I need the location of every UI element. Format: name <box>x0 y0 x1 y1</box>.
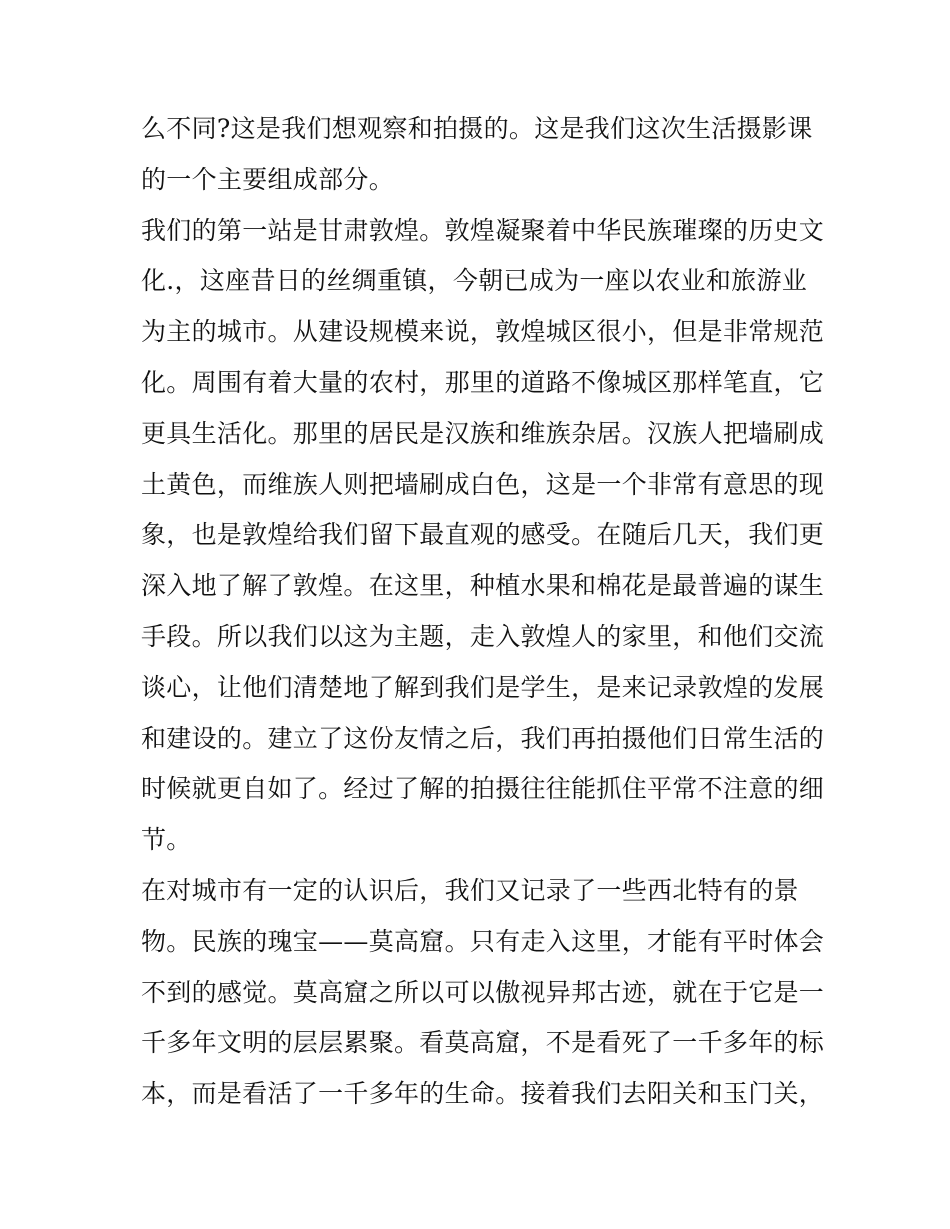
text-line: 时候就更自如了。经过了解的拍摄往往能抓住平常不注意的细 <box>141 774 825 804</box>
text-line: 手段。所以我们以这为主题，走入敦煌人的家里，和他们交流 <box>141 621 825 651</box>
text-line: 我们的第一站是甘肃敦煌。敦煌凝聚着中华民族璀璨的历史文 <box>141 215 825 245</box>
text-line: 深入地了解了敦煌。在这里，种植水果和棉花是最普遍的谋生 <box>141 571 825 601</box>
text-line: 为主的城市。从建设规模来说，敦煌城区很小，但是非常规范 <box>141 317 825 347</box>
text-line: 在对城市有一定的认识后，我们又记录了一些西北特有的景 <box>141 875 799 905</box>
text-line: 么不同?这是我们想观察和拍摄的。这是我们这次生活摄影课 <box>141 114 813 143</box>
text-line: 的一个主要组成部分。 <box>141 164 395 194</box>
body-text <box>141 104 825 1120</box>
text-line: 节。 <box>141 825 192 855</box>
text-line: 更具生活化。那里的居民是汉族和维族杂居。汉族人把墙刷成 <box>141 418 825 448</box>
text-line: 化。周围有着大量的农村，那里的道路不像城区那样笔直，它 <box>141 367 825 397</box>
text-line: 谈心，让他们清楚地了解到我们是学生，是来记录敦煌的发展 <box>141 672 825 702</box>
text-line: 象，也是敦煌给我们留下最直观的感受。在随后几天，我们更 <box>141 520 825 550</box>
text-line: 不到的感觉。莫高窟之所以可以傲视异邦古迹，就在于它是一 <box>141 977 825 1007</box>
text-line: 土黄色，而维族人则把墙刷成白色，这是一个非常有意思的现 <box>141 469 825 499</box>
text-line: 本，而是看活了一千多年的生命。接着我们去阳关和玉门关， <box>141 1079 825 1109</box>
text-line: 和建设的。建立了这份友情之后，我们再拍摄他们日常生活的 <box>141 723 825 753</box>
text-line: 千多年文明的层层累聚。看莫高窟，不是看死了一千多年的标 <box>141 1028 825 1058</box>
text-line: 物。民族的瑰宝——莫高窟。只有走入这里，才能有平时体会 <box>141 926 825 956</box>
text-line: 化.，这座昔日的丝绸重镇，今朝已成为一座以农业和旅游业 <box>141 266 808 296</box>
